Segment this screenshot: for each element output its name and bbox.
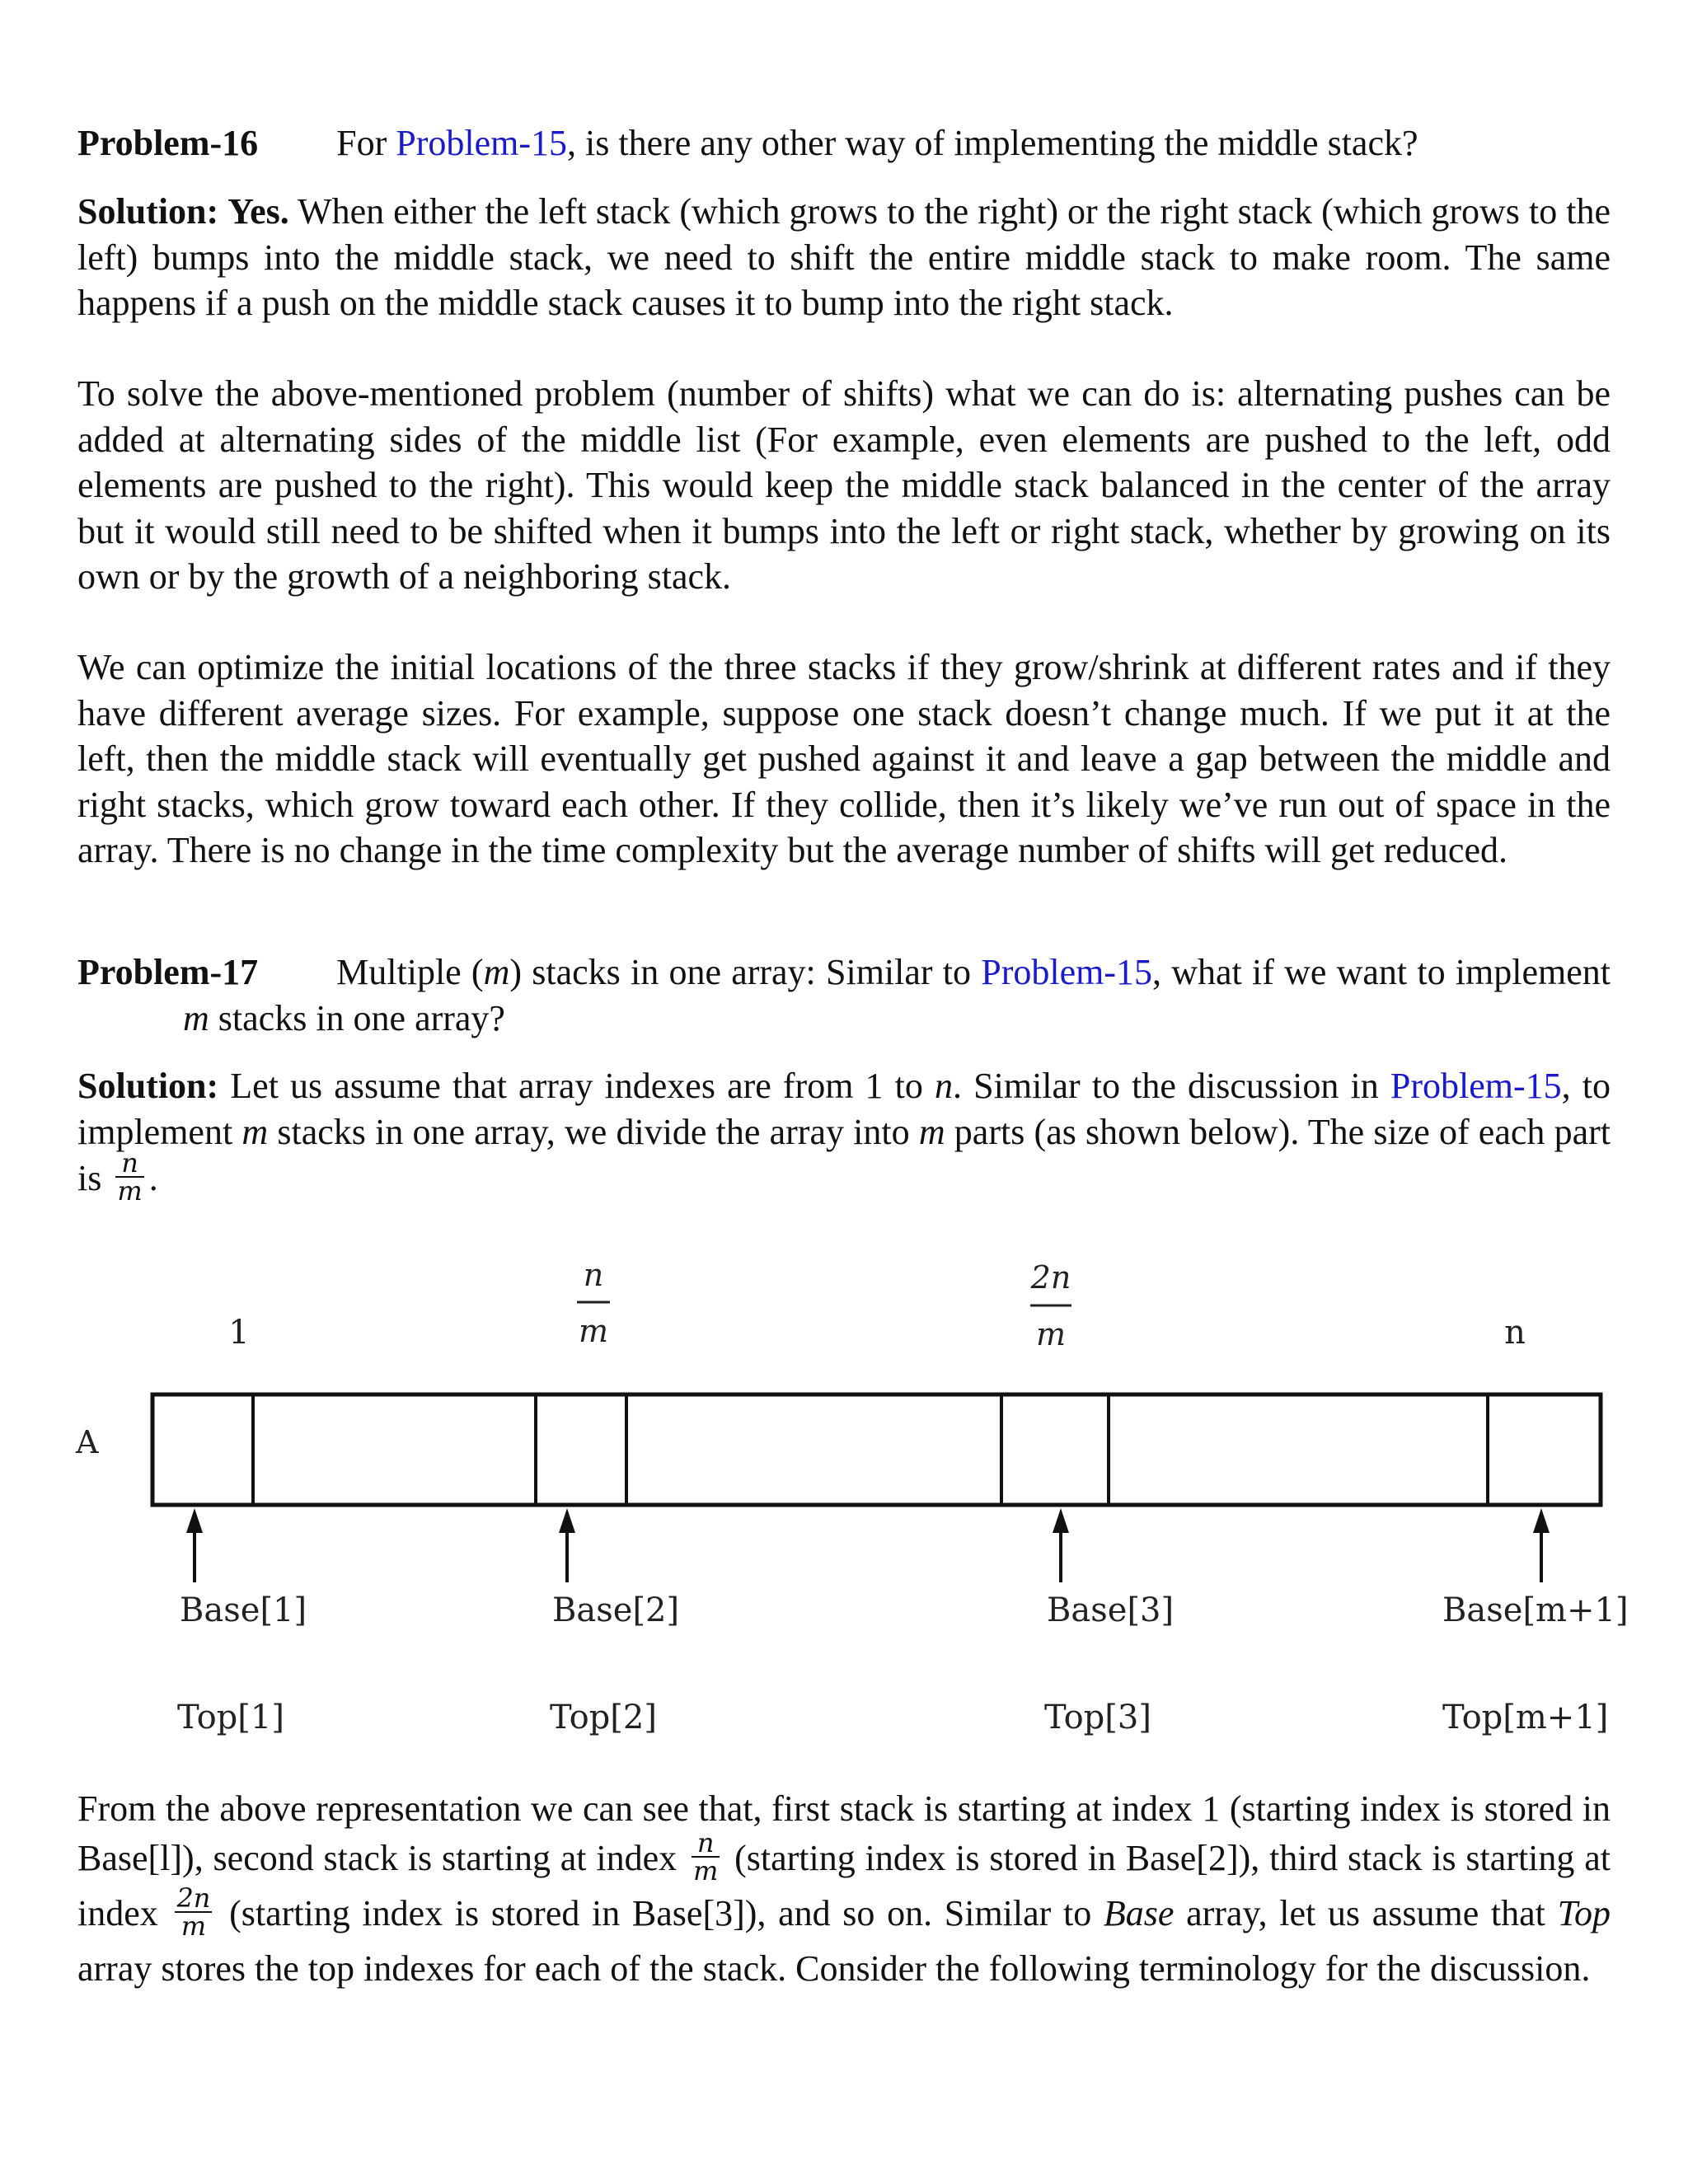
closing-text-e: array stores the top indexes for each of the stack. Consider the following terminology for the discussion. — [77, 1947, 1591, 1989]
arrow-base-m-plus-1 — [1533, 1508, 1550, 1582]
arrow-base-1 — [186, 1508, 203, 1582]
problem-17-text-c: , what if we want to implement — [1152, 952, 1611, 992]
closing-text-b: (starting index is stored in Base[2]), third stack is starting at index — [77, 1838, 1611, 1933]
index-label-n — [1504, 1314, 1526, 1352]
top-label-3: Top[3] — [1044, 1699, 1151, 1736]
array-label: A — [76, 1424, 99, 1460]
solution-17-var-m: m — [241, 1111, 269, 1152]
closing-text-d: array, let us assume that — [1174, 1892, 1558, 1933]
top-label-m-plus-1: Top[m+1] — [1442, 1699, 1609, 1736]
base-label-m-plus-1: Base[m+1] — [1442, 1591, 1629, 1629]
problem-16-label: Problem-16 — [77, 123, 259, 163]
closing-var-top: Top — [1557, 1892, 1611, 1933]
top-label-1: Top[1] — [177, 1699, 284, 1736]
problem-15-link[interactable]: Problem-15 — [396, 123, 568, 163]
index-label-1 — [228, 1314, 249, 1352]
index-label-3-num: 2n — [1030, 1259, 1071, 1296]
problem-16-text-end: , is there any other way of implementing the middle stack? — [567, 123, 1418, 163]
problem-17-var-m2: m — [183, 997, 209, 1038]
solution-17-label: Solution: — [77, 1066, 219, 1106]
solution-16-text-1: When either the left stack (which grows to the right) or the right stack (which grows to the left) bumps into the middle stack, we need to shift the entire middle stack to make room. The same happens if a push on the middle stack causes it to bump into the right stack. — [77, 191, 1611, 323]
solution-17-text-f: . — [148, 1158, 158, 1199]
index-label-4-text: n — [1504, 1314, 1526, 1352]
array-box — [152, 1394, 1601, 1505]
fraction-3-numerator: 2n — [176, 1882, 211, 1914]
problem-17-label: Problem-17 — [77, 952, 259, 992]
fraction-numerator: n — [115, 1150, 143, 1178]
arrow-base-2 — [559, 1508, 575, 1582]
solution-16-paragraph-2: To solve the above-mentioned problem (number of shifts) what we can do is: alternating pushes can be added at alternating sides of the middle list (For example, even elements are pushed to the left, odd elements are pushed to the right). This would keep the middle stack balanced in the center of the array but it would still need to be shifted when it bumps into the left or right stack, whether by growing on its own or by the growth of a neighboring stack. — [77, 373, 1611, 597]
solution-16-paragraph-3: We can optimize the initial locations of the three stacks if they grow/shrink at different rates and if they have different average sizes. For example, suppose one stack doesn’t change much. If we put it at the left, then the middle stack will eventually get pushed against it and leave a gap between the middle and right stacks, which grow toward each other. If they collide, then it’s likely we’ve run out of space in the array. There is no change in the time complexity but the average number of shifts will get reduced. — [77, 647, 1611, 870]
problem-15-link-3[interactable]: Problem-15 — [1390, 1066, 1562, 1106]
closing-var-base: Base — [1103, 1892, 1175, 1933]
index-label-2-den: m — [578, 1313, 609, 1349]
solution-17-var-n: n — [935, 1066, 954, 1106]
fraction-2-numerator: n — [692, 1830, 720, 1858]
solution-16-answer: Yes. — [227, 191, 289, 232]
arrow-base-3 — [1053, 1508, 1069, 1582]
solution-17-text-e: parts (as shown below). The size of each part is — [77, 1111, 1611, 1199]
fraction-2-denominator: m — [692, 1854, 719, 1886]
index-label-2-num: n — [583, 1257, 604, 1293]
solution-17-text-d: stacks in one array, we divide the array into — [268, 1111, 919, 1152]
closing-text-a: From the above representation we can see that, first stack is starting at index 1 (starting index is stored in Base[l]), second stack is starting at index — [77, 1788, 1611, 1878]
top-label-2: Top[2] — [550, 1699, 657, 1736]
problem-17-text-d: stacks in one array? — [209, 997, 505, 1038]
solution-17-var-m2: m — [918, 1111, 945, 1152]
base-label-3: Base[3] — [1047, 1591, 1175, 1629]
solution-17-text-b: . Similar to the discussion in — [953, 1066, 1390, 1106]
closing-text-c: (starting index is stored in Base[3]), and so on. Similar to — [217, 1892, 1104, 1933]
base-label-2: Base[2] — [552, 1591, 680, 1629]
index-label-n-over-m — [577, 1257, 610, 1349]
index-label-2n-over-m — [1030, 1259, 1071, 1352]
solution-16-label: Solution: — [77, 191, 219, 232]
problem-15-link-2[interactable]: Problem-15 — [981, 952, 1152, 992]
problem-16-text: For — [336, 123, 396, 163]
index-label-1-text: 1 — [228, 1314, 250, 1352]
problem-17-text-a: Multiple ( — [336, 952, 484, 992]
base-label-1: Base[1] — [180, 1591, 307, 1629]
solution-17-text-c: , to implement — [77, 1066, 1611, 1152]
problem-17-text-b: ) stacks in one array: Similar to — [509, 952, 982, 992]
index-label-3-den: m — [1035, 1316, 1067, 1352]
fraction-3-denominator: m — [181, 1910, 207, 1942]
fraction-denominator: m — [117, 1175, 143, 1207]
problem-17-var-m: m — [483, 952, 510, 992]
solution-17-text-a: Let us assume that array indexes are from 1 to — [218, 1066, 935, 1106]
